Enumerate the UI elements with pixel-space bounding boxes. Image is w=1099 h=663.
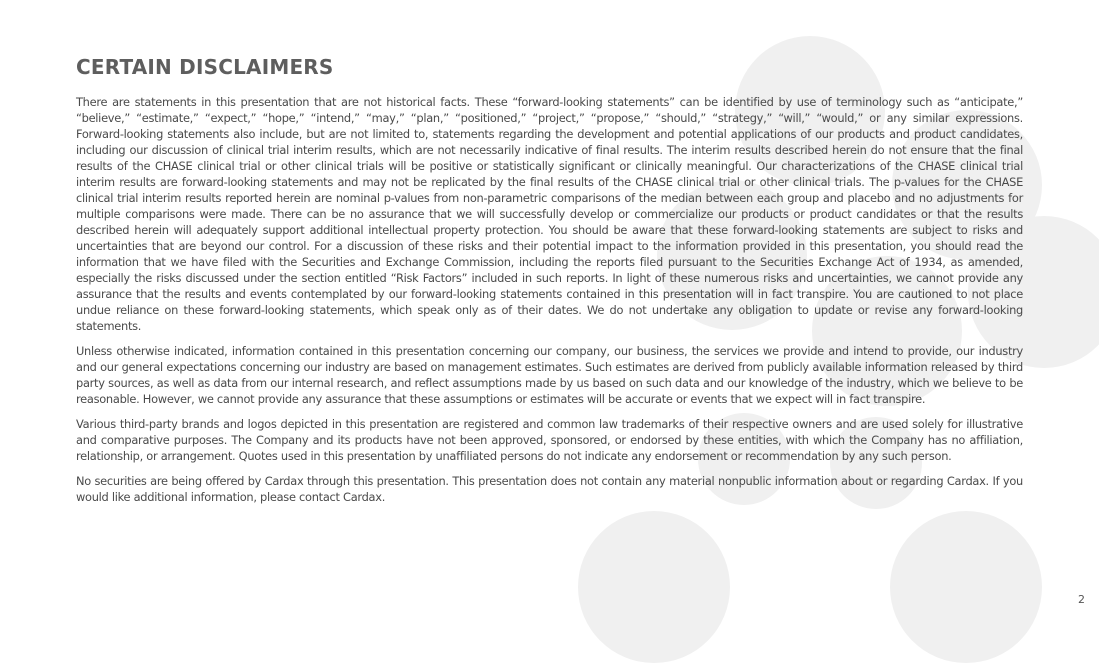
disclaimer-paragraph-estimates: Unless otherwise indicated, information contained in this presentation concerning our company, our business, the services we provide and intend to provide, our industry and our general expectations concerning our industry are based on management estimates. Such estimates are derived from publicly available information released by third party sources, as well as data from our internal research, and reflect assumptions made by us based on such data and our knowledge of the industry, which we believe to be reasonable. However, we cannot provide any assurance that these assumptions or estimates will be accurate or events that we expect will in fact transpire. <box>76 344 1023 406</box>
page-title: CERTAIN DISCLAIMERS <box>76 55 334 79</box>
disclaimer-paragraph-forward-looking: There are statements in this presentation that are not historical facts. These “forward-looking statements” can be identified by use of terminology such as “anticipate,” “believe,” “estimate,” “expect,” “hope,” “intend,” “may,” “plan,” “positioned,” “project,” “propose,” “should,” “strategy,” “will,” “would,” or any similar expressions. Forward-looking statements also include, but are not limited to, statements regarding the development and potential applications of our products and product candidates, including our discussion of clinical trial interim results, which are not necessarily indicative of final results. The interim results described herein do not ensure that the final results of the CHASE clinical trial or other clinical trials will be positive or statistically significant or clinically meaningful. Our characterizations of the CHASE clinical trial interim results are forward-looking statements and may not be replicated by the final results of the CHASE clinical trial or other clinical trials. The p-values for the CHASE clinical trial interim results reported herein are nominal p-values from non-parametric comparisons of the median between each group and placebo and no adjustments for multiple comparisons were made. There can be no assurance that we will successfully develop or commercialize our products or product candidates or that the results described herein will adequately support additional intellectual property protection. You should be aware that these forward-looking statements are subject to risks and uncertainties that are beyond our control. For a discussion of these risks and their potential impact to the information provided in this presentation, you should read the information that we have filed with the Securities and Exchange Commission, including the reports filed pursuant to the Securities Exchange Act of 1934, as amended, especially the risks discussed under the section entitled “Risk Factors” included in such reports. In light of these numerous risks and uncertainties, we cannot provide any assurance that the results and events contemplated by our forward-looking statements contained in this presentation will in fact transpire. You are cautioned to not place undue reliance on these forward-looking statements, which speak only as of their dates. We do not undertake any obligation to update or revise any forward-looking statements. <box>76 95 1023 333</box>
disclaimer-paragraph-trademarks: Various third-party brands and logos depicted in this presentation are registered and common law trademarks of their respective owners and are used solely for illustrative and comparative purposes. The Company and its products have not been approved, sponsored, or endorsed by these entities, with which the Company has no affiliation, relationship, or arrangement. Quotes used in this presentation by unaffiliated persons do not indicate any endorsement or recommendation by any such person. <box>76 417 1023 463</box>
disclaimer-body <box>76 94 1023 514</box>
decorative-circle <box>578 511 730 663</box>
disclaimer-paragraph-securities: No securities are being offered by Cardax through this presentation. This presentation does not contain any material nonpublic information about or regarding Cardax. If you would like additional information, please contact Cardax. <box>76 474 1023 504</box>
page-number: 2 <box>1078 593 1085 606</box>
decorative-circle <box>890 511 1042 663</box>
